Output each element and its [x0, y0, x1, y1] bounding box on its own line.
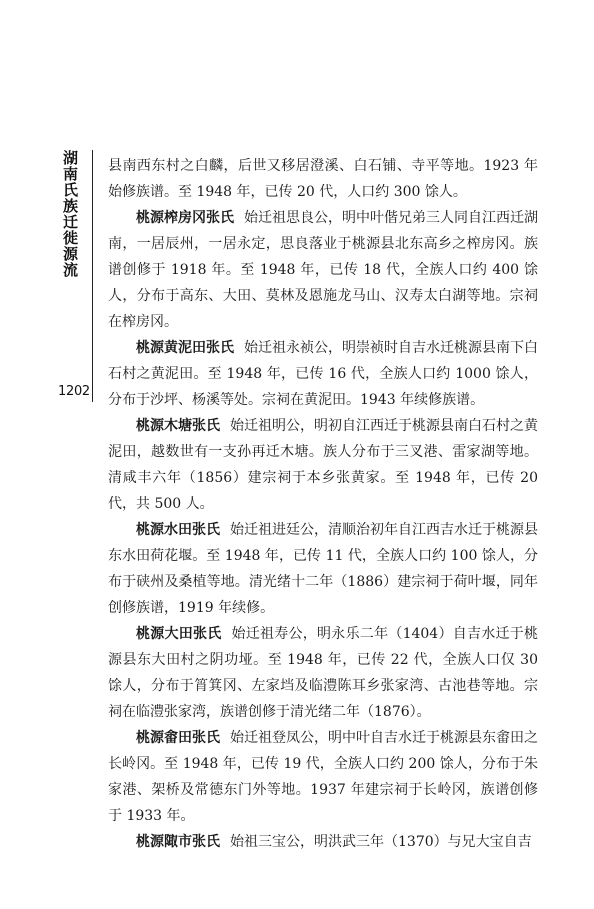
clan-heading: 桃源大田张氏 [136, 626, 222, 642]
paragraph [108, 517, 538, 621]
paragraph-text: 县南西东村之白麟，后世又移居澄溪、白石铺、寺平等地。1923 年始修族谱。至 1948 年，已传 20 代，人口约 300 馀人。 [108, 158, 538, 200]
paragraph-text: 始迁祖寿公，明永乐二年（1404）自吉水迁于桃源县东大田村之阴功垭。至 1948 年，已传 22 代，全族人口仅 30 馀人，分布于筲箕冈、左家垱及临澧陈耳乡张家湾、古池巷等地。宗祠在临澧张家湾，族谱创修于清光绪二年（1876）。 [108, 626, 538, 720]
main-text [108, 153, 538, 855]
running-title-vertical: 湖南氏族迁徙源流 [61, 150, 79, 278]
clan-heading: 桃源畬田张氏 [136, 730, 220, 746]
paragraph-text: 始迁祖永祯公，明崇祯时自吉水迁桃源县南下白石村之黄泥田。至 1948 年，已传 16 代，全族人口约 1000 馀人，分布于沙坪、杨溪等处。宗祠在黄泥田。1943 年续修族谱。 [108, 340, 538, 408]
paragraph [108, 335, 538, 413]
paragraph-text: 始祖三宝公，明洪武三年（1370）与兄大宝自吉 [230, 834, 532, 850]
paragraph-text: 始迁祖思良公，明中叶偕兄弟三人同自江西迁湖南，一居辰州，一居永定，思良落业于桃源县北东高乡之榨房冈。族谱创修于 1918 年。至 1948 年，已传 18 代，全族人口约 400 馀人，分布于高东、大田、莫林及恩施龙马山、汉寿太白湖等地。宗祠在榨房冈。 [108, 210, 538, 330]
clan-heading: 桃源榨房冈张氏 [136, 210, 234, 226]
paragraph [108, 621, 538, 725]
clan-heading: 桃源水田张氏 [136, 522, 220, 538]
clan-heading: 桃源黄泥田张氏 [136, 340, 234, 356]
paragraph [108, 829, 538, 855]
paragraph-text: 始迁祖进廷公，清顺治初年自江西吉水迁于桃源县东水田荷花堰。至 1948 年，已传 11 代，全族人口约 100 馀人，分布于硖州及桑植等地。清光绪十二年（1886）建宗祠于荷叶堰，同年创修族谱，1919 年续修。 [108, 522, 538, 616]
paragraph [108, 725, 538, 829]
page-number: 1202 [58, 384, 90, 399]
margin-rule [92, 150, 93, 402]
paragraph [108, 413, 538, 517]
paragraph-text: 始迁祖明公，明初自江西迁于桃源县南白石村之黄泥田，越数世有一支孙再迁木塘。族人分布于三叉港、雷家湖等地。清咸丰六年（1856）建宗祠于本乡张黄家。至 1948 年，已传 20 代，共 500 人。 [108, 418, 538, 512]
paragraph-text: 始迁祖登凤公，明中叶自吉水迁于桃源县东畬田之长岭冈。至 1948 年，已传 19 代，全族人口约 200 馀人，分布于朱家港、架桥及常德东门外等地。1937 年建宗祠于长岭冈，族谱创修于 1933 年。 [108, 730, 538, 824]
paragraph [108, 205, 538, 335]
paragraph [108, 153, 538, 205]
clan-heading: 桃源木塘张氏 [136, 418, 220, 434]
clan-heading: 桃源陬市张氏 [136, 834, 220, 850]
